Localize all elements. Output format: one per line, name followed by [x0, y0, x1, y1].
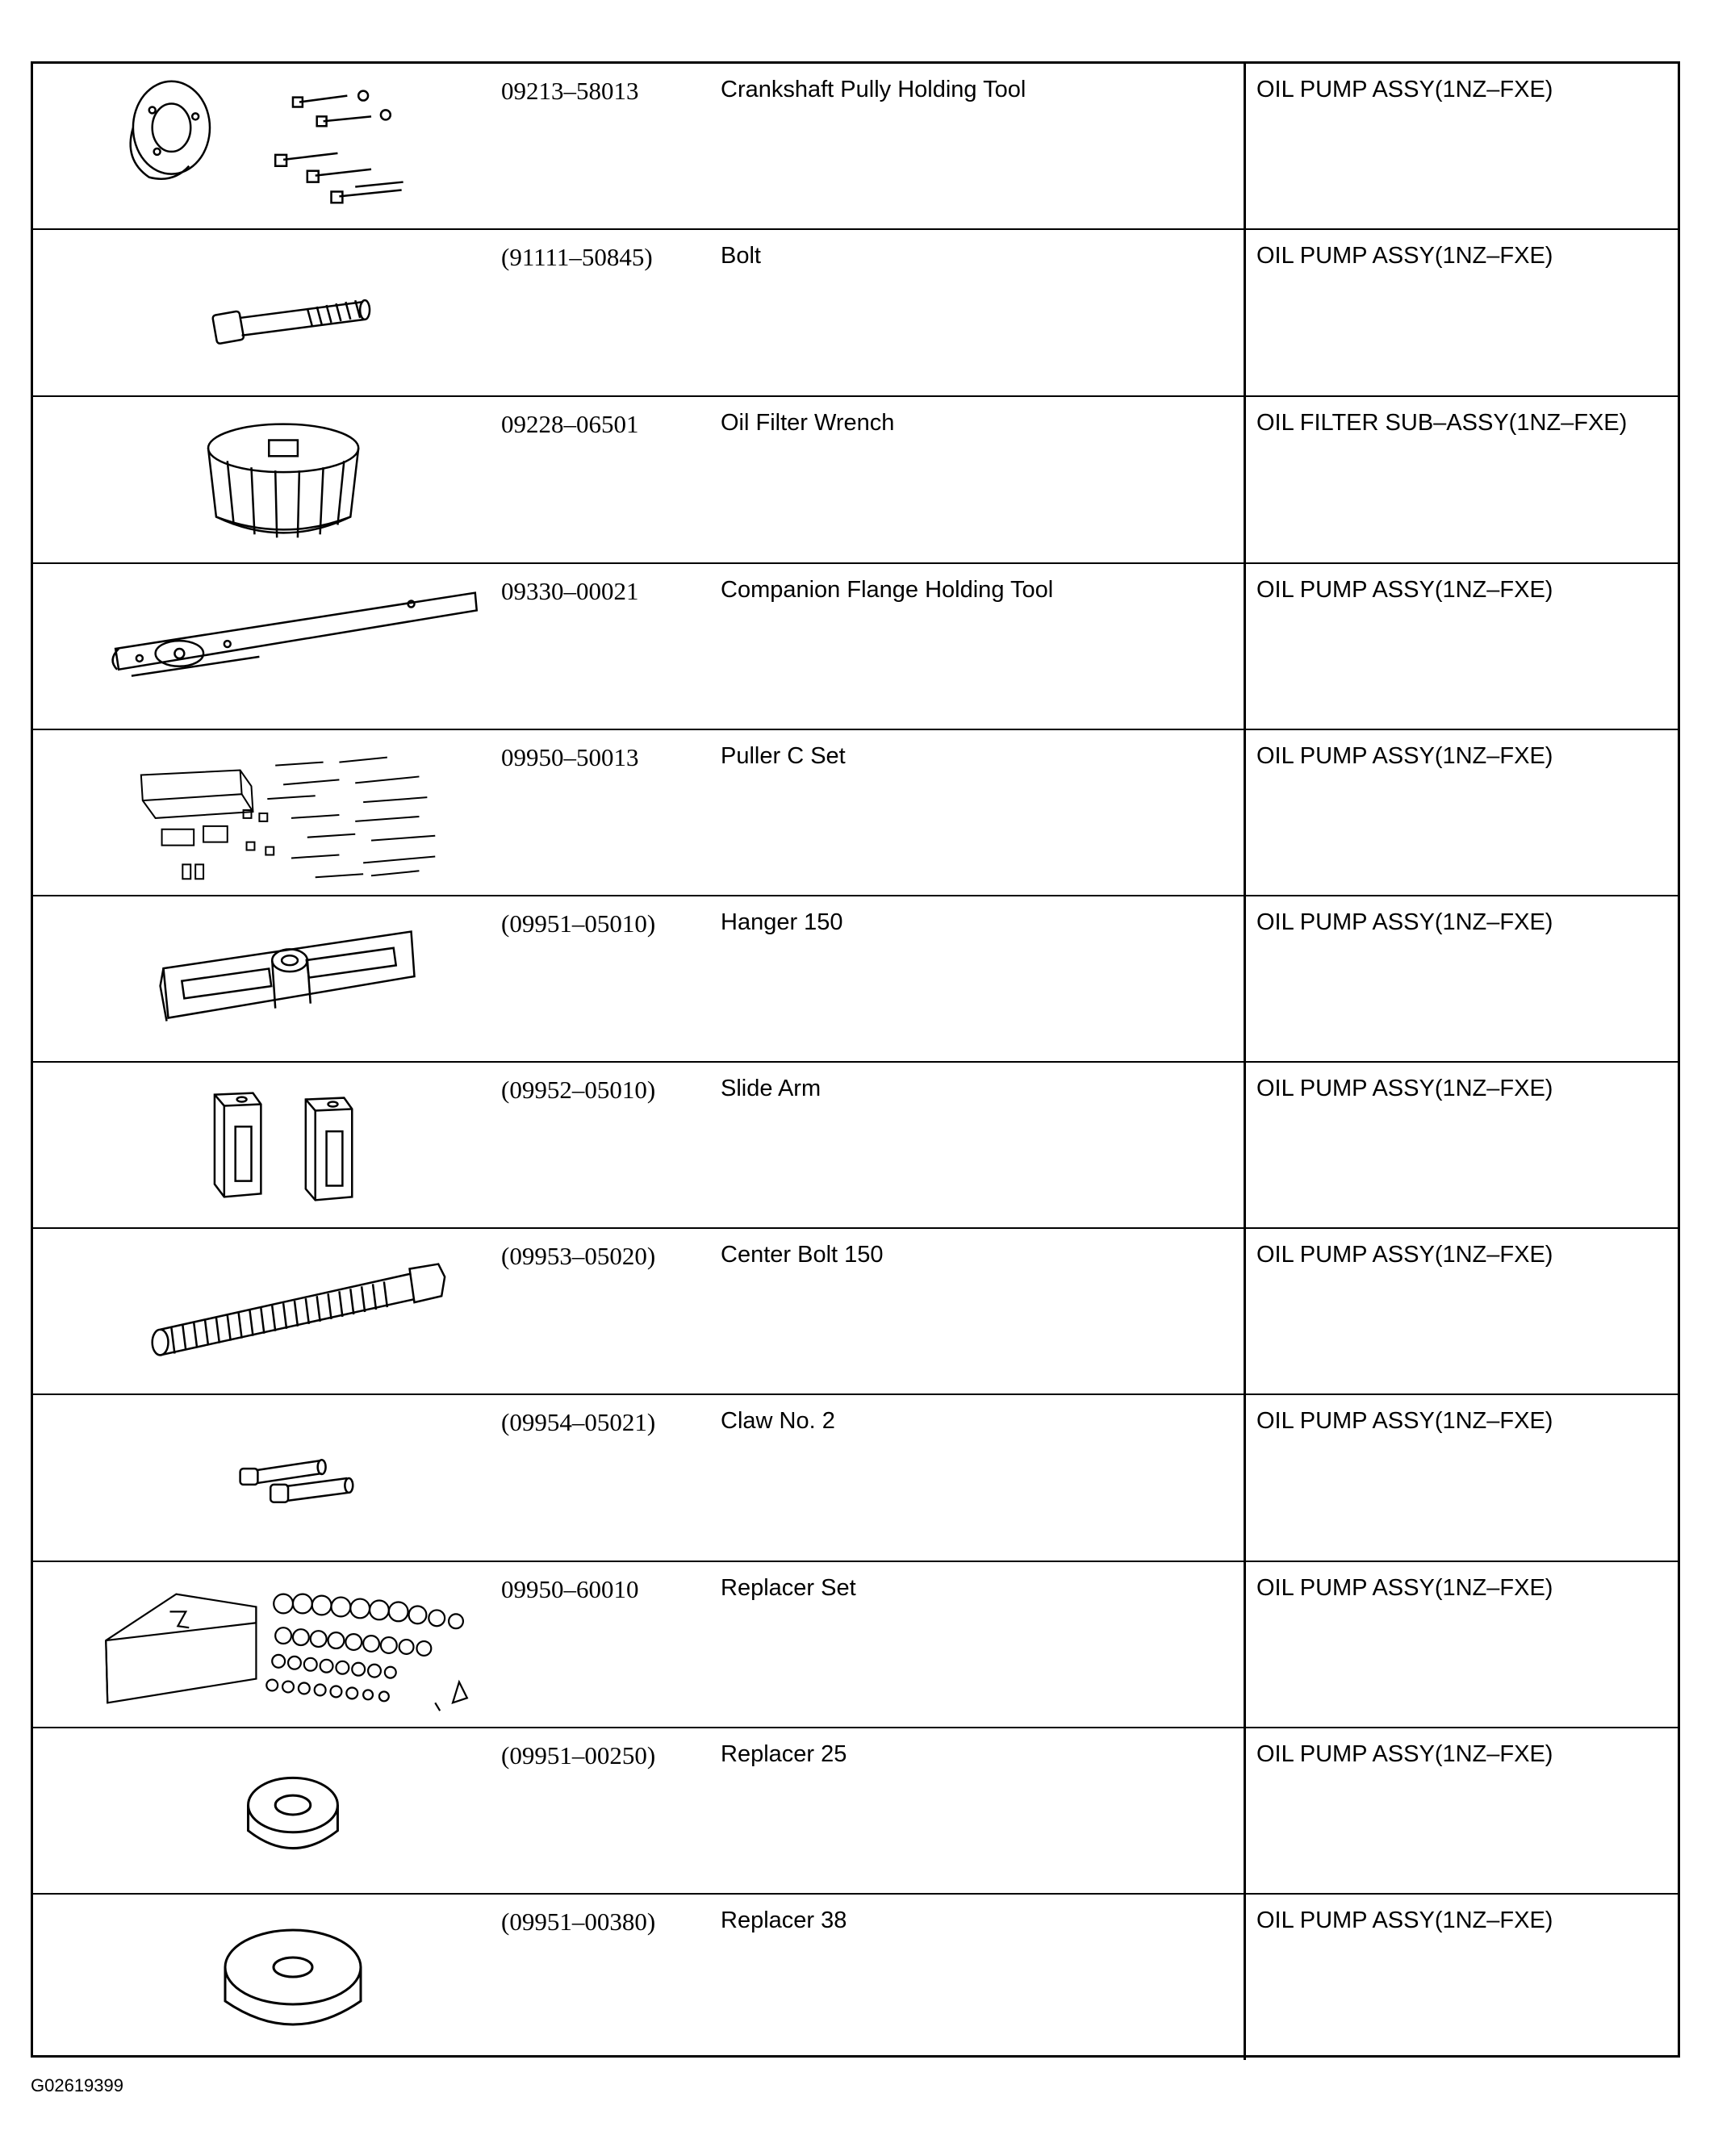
column-divider — [1244, 1895, 1246, 2060]
tool-usage: OIL PUMP ASSY(1NZ–FXE) — [1256, 909, 1553, 935]
part-number: (09954–05021) — [501, 1408, 656, 1436]
tool-usage: OIL FILTER SUB–ASSY(1NZ–FXE) — [1256, 410, 1628, 436]
column-divider — [1244, 1063, 1246, 1227]
tool-name: Crankshaft Pully Holding Tool — [721, 77, 1026, 102]
part-number: (91111–50845) — [501, 243, 653, 271]
slide-arm-icon — [82, 1063, 501, 1227]
replacer-set-icon — [82, 1562, 501, 1727]
tool-name: Hanger 150 — [721, 909, 843, 935]
hanger-icon — [82, 896, 501, 1061]
tool-name: Slide Arm — [721, 1076, 821, 1101]
tool-usage: OIL PUMP ASSY(1NZ–FXE) — [1256, 1575, 1553, 1601]
part-number: (09953–05020) — [501, 1242, 656, 1270]
figure-id: G02619399 — [31, 2075, 123, 2095]
table-row — [33, 896, 1678, 1063]
column-divider — [1244, 230, 1246, 395]
tool-name: Bolt — [721, 243, 761, 269]
table-row — [33, 397, 1678, 564]
tool-usage: OIL PUMP ASSY(1NZ–FXE) — [1256, 1408, 1553, 1434]
table-row — [33, 1229, 1678, 1395]
tool-usage: OIL PUMP ASSY(1NZ–FXE) — [1256, 1741, 1553, 1767]
part-number: 09213–58013 — [501, 77, 639, 105]
part-number: (09951–00250) — [501, 1741, 656, 1770]
tool-name: Center Bolt 150 — [721, 1242, 884, 1268]
center-bolt-icon — [82, 1229, 501, 1393]
part-number: (09952–05010) — [501, 1076, 656, 1104]
tool-usage: OIL PUMP ASSY(1NZ–FXE) — [1256, 1242, 1553, 1268]
table-row — [33, 1728, 1678, 1895]
part-number: 09950–50013 — [501, 743, 639, 771]
tool-usage: OIL PUMP ASSY(1NZ–FXE) — [1256, 743, 1553, 769]
tool-name: Replacer 25 — [721, 1741, 847, 1767]
table-row — [33, 730, 1678, 896]
tool-name: Claw No. 2 — [721, 1408, 835, 1434]
part-number: 09330–00021 — [501, 577, 639, 605]
column-divider — [1244, 1562, 1246, 1727]
part-number: 09950–60010 — [501, 1575, 639, 1603]
replacer-25-icon — [82, 1728, 501, 1893]
tool-name: Oil Filter Wrench — [721, 410, 895, 436]
tool-name: Replacer Set — [721, 1575, 856, 1601]
table-row — [33, 564, 1678, 730]
part-number: (09951–00380) — [501, 1907, 656, 1936]
replacer-38-icon — [82, 1895, 501, 2060]
tool-name: Companion Flange Holding Tool — [721, 577, 1054, 603]
tool-usage: OIL PUMP ASSY(1NZ–FXE) — [1256, 1907, 1553, 1933]
column-divider — [1244, 1728, 1246, 1893]
column-divider — [1244, 564, 1246, 729]
column-divider — [1244, 1229, 1246, 1393]
part-number: 09228–06501 — [501, 410, 639, 438]
column-divider — [1244, 1395, 1246, 1561]
table-row — [33, 1895, 1678, 2060]
column-divider — [1244, 397, 1246, 562]
table-row — [33, 1395, 1678, 1562]
table-row — [33, 64, 1678, 230]
table-row — [33, 1063, 1678, 1229]
table-row — [33, 1562, 1678, 1728]
table-row — [33, 230, 1678, 397]
tool-usage: OIL PUMP ASSY(1NZ–FXE) — [1256, 1076, 1553, 1101]
puller-set-icon — [82, 730, 501, 895]
column-divider — [1244, 64, 1246, 228]
column-divider — [1244, 730, 1246, 895]
special-service-tools-table — [31, 61, 1680, 2058]
claw-icon — [82, 1395, 501, 1561]
bolt-icon — [82, 230, 501, 395]
column-divider — [1244, 896, 1246, 1061]
tool-usage: OIL PUMP ASSY(1NZ–FXE) — [1256, 577, 1553, 603]
companion-flange-holding-tool-icon — [82, 564, 501, 729]
tool-name: Replacer 38 — [721, 1907, 847, 1933]
oil-filter-wrench-icon — [82, 397, 501, 562]
tool-usage: OIL PUMP ASSY(1NZ–FXE) — [1256, 77, 1553, 102]
part-number: (09951–05010) — [501, 909, 656, 938]
tool-usage: OIL PUMP ASSY(1NZ–FXE) — [1256, 243, 1553, 269]
tool-name: Puller C Set — [721, 743, 846, 769]
crankshaft-pulley-holding-tool-icon — [82, 64, 501, 228]
